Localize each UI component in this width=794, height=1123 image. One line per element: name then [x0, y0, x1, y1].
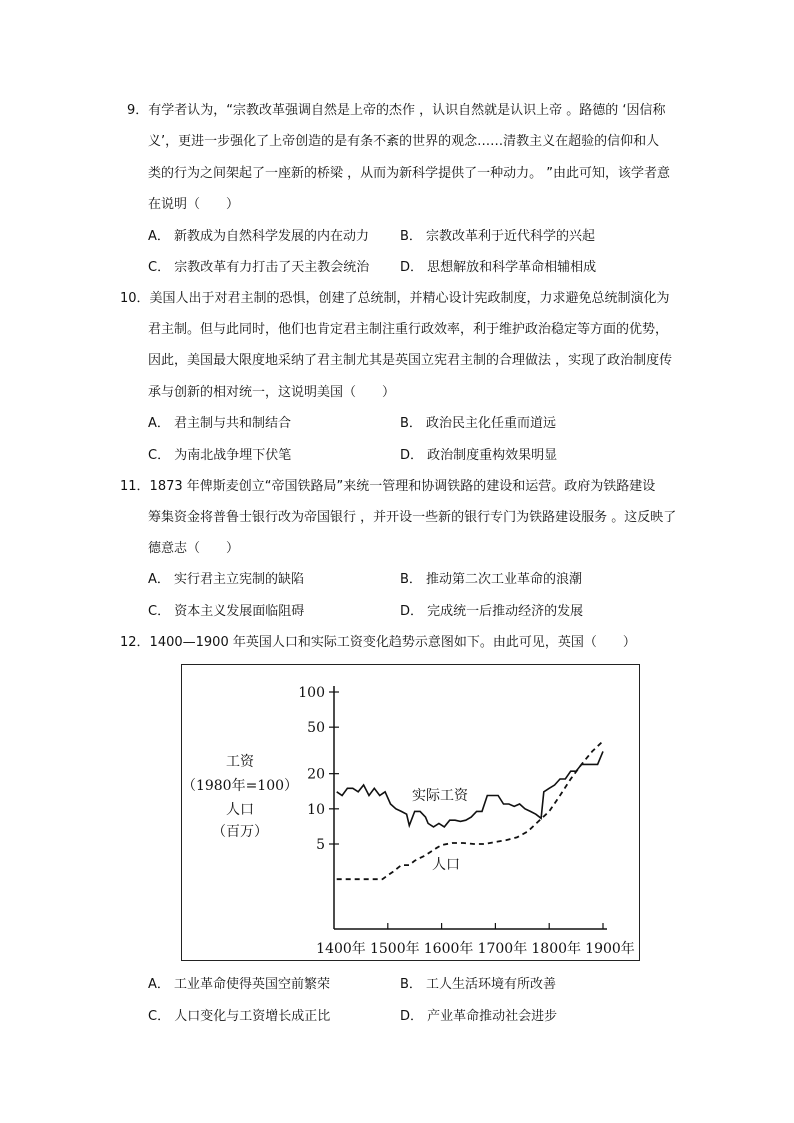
q10-line-3: 因此，美国最大限度地采纳了君主制尤其是英国立宪君主制的合理做法 ，实现了政治制度传: [148, 353, 673, 368]
q11-option-c[interactable]: C． 资本主义发展面临阻碍: [148, 604, 305, 619]
q12-option-a[interactable]: A． 工业革命使得英国空前繁荣: [148, 977, 331, 992]
q12-option-b[interactable]: B． 工人生活环境有所改善: [400, 977, 557, 992]
series-line-wage: [337, 751, 603, 827]
q12-option-c[interactable]: C． 人口变化与工资增长成正比: [148, 1009, 331, 1024]
x-tick-label: 1900年: [585, 941, 635, 957]
q9-option-a[interactable]: A． 新教成为自然科学发展的内在动力: [148, 229, 370, 244]
y-tick-label: 20: [307, 766, 325, 783]
q11-option-d[interactable]: D． 完成统一后推动经济的发展: [400, 604, 584, 619]
ylabel-line-3: 人口: [226, 802, 254, 818]
q11-line-2: 筹集资金将普鲁士银行改为帝国银行 ，并开设一些新的银行专门为铁路建设服务 。这反映了: [148, 510, 677, 525]
ylabel-line-1: 工资: [226, 754, 254, 770]
y-tick-label: 50: [307, 720, 325, 737]
x-tick-label: 1800年: [531, 941, 582, 957]
q10-option-a[interactable]: A． 君主制与共和制结合: [148, 416, 292, 431]
ylabel-line-2: （1980年=100）: [182, 778, 299, 794]
q10-line-1: 10．美国人出于对君主制的恐惧，创建了总统制，并精心设计宪政制度，力求避免总统制演化为: [120, 291, 670, 306]
q9-option-d[interactable]: D． 思想解放和科学革命相辅相成: [400, 260, 597, 275]
series-label-population: 人口: [432, 857, 460, 873]
q11-option-b[interactable]: B． 推动第二次工业革命的浪潮: [400, 572, 583, 587]
x-tick-label: 1400年: [316, 941, 366, 957]
q9-line-4: 在说明（ ）: [148, 197, 240, 212]
ylabel-line-4: （百万）: [212, 824, 268, 840]
q12-option-d[interactable]: D． 产业革命推动社会进步: [400, 1009, 558, 1024]
q12-line-1: 12．1400—1900 年英国人口和实际工资变化趋势示意图如下。由此可见，英国（ ）: [120, 635, 636, 650]
q10-option-c[interactable]: C． 为南北战争埋下伏笔: [148, 448, 292, 463]
q11-option-a[interactable]: A． 实行君主立宪制的缺陷: [148, 572, 305, 587]
population-wage-chart: [181, 664, 640, 961]
series-line-population: [337, 741, 603, 879]
q9-line-3: 类的行为之间架起了一座新的桥梁 ，从而为新科学提供了一种动力。 ”由此可知，该学者意: [148, 166, 671, 181]
q10-option-b[interactable]: B． 政治民主化任重而道远: [400, 416, 557, 431]
q10-line-4: 承与创新的相对统一，这说明美国（ ）: [148, 385, 396, 400]
q9-option-c[interactable]: C． 宗教改革有力打击了天主教会统治: [148, 260, 370, 275]
x-tick-label: 1500年: [369, 941, 420, 957]
y-tick-label: 10: [307, 801, 325, 818]
x-tick-label: 1600年: [423, 941, 474, 957]
q10-line-2: 君主制。但与此同时，他们也肯定君主制注重行政效率，利于维护政治稳定等方面的优势，: [148, 322, 669, 337]
y-tick-label: 100: [298, 685, 325, 701]
chart-svg: [182, 665, 639, 960]
q11-line-3: 德意志（ ）: [148, 541, 240, 556]
q9-option-b[interactable]: B． 宗教改革利于近代科学的兴起: [400, 229, 596, 244]
x-tick-label: 1700年: [477, 941, 528, 957]
y-tick-label: 5: [316, 837, 325, 853]
q11-line-1: 11．1873 年俾斯麦创立“帝国铁路局”来统一管理和协调铁路的建设和运营。政府为铁路建设: [120, 479, 656, 494]
q9-line-1: 9．有学者认为，“宗教改革强调自然是上帝的杰作 ，认识自然就是认识上帝 。路德的 ‘因信称: [127, 103, 666, 118]
q9-line-2: 义’，更进一步强化了上帝创造的是有条不紊的世界的观念……清教主义在超验的信仰和人: [148, 134, 660, 149]
series-label-wage: 实际工资: [412, 788, 468, 804]
q10-option-d[interactable]: D． 政治制度重构效果明显: [400, 448, 558, 463]
